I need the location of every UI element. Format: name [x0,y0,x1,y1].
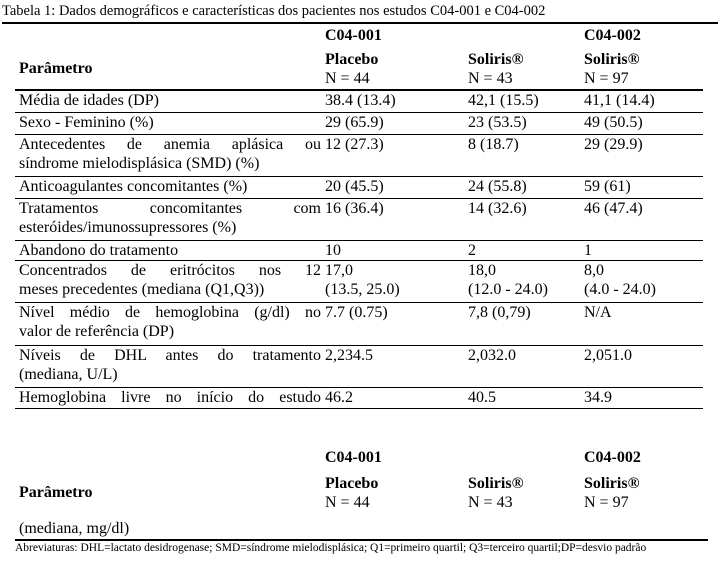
soliris-c04-001-cell [464,387,580,408]
soliris-c04-002-cell [580,198,703,240]
study-c04-001-header-repeat: C04-001 [325,448,382,466]
soliris-c04-002-cell-line: 46 (47.4) [584,199,643,217]
soliris-c04-001-cell-line: 2 [468,241,476,259]
parameter-header: Parâmetro [15,47,321,90]
soliris-c04-002-cell [580,387,703,408]
soliris-c04-002-cell-line: (4.0 - 24.0) [584,280,656,298]
table-row [15,198,703,240]
soliris-c04-001-cell-line: 7,8 (0,79) [468,303,531,321]
parameter-cell-line: valor de referência (DP) [19,322,175,340]
parameter-cell-line: meses precedentes (mediana (Q1,Q3)) [19,280,265,298]
placebo-cell-line: 16 (36.4) [325,199,384,217]
study-c04-002-header-repeat: C04-002 [584,448,641,466]
parameter-cell-line: (mediana, U/L) [19,365,118,383]
soliris-c04-002-cell-line: 2,051.0 [584,346,632,364]
placebo-cell-line: 29 (65.9) [325,113,384,131]
placebo-cell-line: (13.5, 25.0) [325,280,400,298]
soliris-c04-002-cell [580,240,703,260]
placebo-cell [321,302,464,345]
study-c04-002-header: C04-002 [584,27,641,44]
soliris-c04-002-cell [580,134,703,176]
placebo-cell-line: 46.2 [325,388,353,406]
placebo-cell-line: 7.7 (0.75) [325,303,388,321]
table-row [15,134,703,176]
table-row [15,387,703,408]
soliris-c04-002-cell-line: 59 (61) [584,177,631,195]
soliris-c04-002-header: Soliris® N = 97 [580,47,703,90]
soliris-c04-001-cell-line: 40.5 [468,388,496,406]
placebo-header-repeat: Placebo N = 44 [325,475,379,511]
soliris-c04-001-cell-line: (12.0 - 24.0) [468,280,548,298]
placebo-cell-line: 38.4 (13.4) [325,92,396,109]
parameter-cell [15,90,321,112]
demographics-table [15,24,703,409]
soliris-c04-001-cell [464,345,580,387]
parameter-cell [15,260,321,302]
table-row [15,345,703,387]
soliris-c04-002-cell-line: 34.9 [584,388,612,406]
parameter-cell-line: Sexo - Feminino (%) [19,113,154,131]
soliris-c04-001-cell [464,198,580,240]
soliris-c04-001-cell-line: 23 (53.5) [468,113,527,131]
continued-row-label: (mediana, mg/dl) [19,520,130,537]
parameter-cell-line: Concentrados de eritrócitos nos 12 [19,261,321,279]
parameter-cell [15,240,321,260]
placebo-cell [321,90,464,112]
soliris-c04-002-cell [580,176,703,198]
soliris-c04-002-cell-line: 49 (50.5) [584,113,643,131]
soliris-c04-001-cell [464,176,580,198]
parameter-cell [15,387,321,408]
placebo-cell-line: 12 (27.3) [325,135,384,153]
placebo-cell [321,176,464,198]
soliris-c04-002-cell [580,345,703,387]
soliris-c04-001-cell [464,260,580,302]
placebo-cell [321,260,464,302]
soliris-c04-002-cell-line: 8,0 [584,261,604,279]
soliris-c04-002-header-repeat: Soliris® N = 97 [584,475,640,511]
parameter-cell [15,112,321,134]
soliris-c04-001-cell-line: 2,032.0 [468,346,516,364]
table-row [15,90,703,112]
parameter-cell-line: esteróides/imunossupressores (%) [19,218,237,236]
placebo-cell-line: 10 [325,241,341,259]
table-row [15,302,703,345]
table-caption: Tabela 1: Dados demográficos e características dos pacientes nos estudos C04-001 e C04-002 [2,1,718,24]
study-c04-001-header: C04-001 [325,27,382,44]
soliris-c04-001-cell-line: 42,1 (15.5) [468,92,539,109]
parameter-cell [15,176,321,198]
placebo-cell [321,240,464,260]
soliris-c04-002-cell [580,90,703,112]
parameter-cell-line: síndrome mielodisplásica (SMD) (%) [19,154,260,172]
table-row [15,112,703,134]
placebo-cell-line: 20 (45.5) [325,177,384,195]
soliris-c04-001-cell [464,112,580,134]
soliris-c04-002-cell [580,260,703,302]
placebo-cell [321,112,464,134]
soliris-c04-001-cell [464,90,580,112]
placebo-cell [321,345,464,387]
placebo-cell [321,134,464,176]
parameter-cell-line: Antecedentes de anemia aplásica ou [19,135,321,153]
parameter-cell [15,345,321,387]
parameter-cell [15,302,321,345]
soliris-c04-002-cell-line: N/A [584,303,612,321]
soliris-c04-001-cell [464,134,580,176]
table-row [15,260,703,302]
placebo-cell [321,387,464,408]
parameter-cell-line: Abandono do tratamento [19,241,179,259]
soliris-c04-001-cell-line: 8 (18.7) [468,135,519,153]
soliris-c04-002-cell [580,302,703,345]
parameter-cell [15,134,321,176]
soliris-c04-001-cell [464,240,580,260]
parameter-cell-line: Tratamentos concomitantes com [19,199,321,217]
soliris-c04-002-cell-line: 29 (29.9) [584,135,643,153]
parameter-cell-line: Anticoagulantes concomitantes (%) [19,177,248,195]
soliris-c04-001-header-repeat: Soliris® N = 43 [468,475,524,511]
table-row [15,240,703,260]
parameter-cell-line: Nível médio de hemoglobina (g/dl) no [19,303,321,321]
parameter-cell-line: Média de idades (DP) [19,92,159,109]
placebo-header: Placebo N = 44 [321,47,464,90]
soliris-c04-002-cell-line: 41,1 (14.4) [584,92,655,109]
soliris-c04-001-header: Soliris® N = 43 [464,47,580,90]
soliris-c04-001-cell-line: 18,0 [468,261,496,279]
parameter-header-repeat: Parâmetro [19,484,93,501]
parameter-cell-line: Hemoglobina livre no início do estudo [19,388,321,406]
placebo-cell-line: 2,234.5 [325,346,373,364]
repeated-header-table [15,444,703,515]
abbreviations-footnote: Abreviaturas: DHL=lactato desidrogenase; SMD=síndrome mielodisplásica; Q1=primeiro quartil; Q3=terceiro quartil;DP=desvio padrão [15,542,647,554]
table-row [15,176,703,198]
soliris-c04-001-cell-line: 24 (55.8) [468,177,527,195]
placebo-cell [321,198,464,240]
parameter-cell-line: Níveis de DHL antes do tratamento [19,346,321,364]
soliris-c04-002-cell [580,112,703,134]
soliris-c04-001-cell-line: 14 (32.6) [468,199,527,217]
soliris-c04-002-cell-line: 1 [584,241,592,259]
soliris-c04-001-cell [464,302,580,345]
parameter-cell [15,198,321,240]
table-body [15,90,703,408]
placebo-cell-line: 17,0 [325,261,353,279]
